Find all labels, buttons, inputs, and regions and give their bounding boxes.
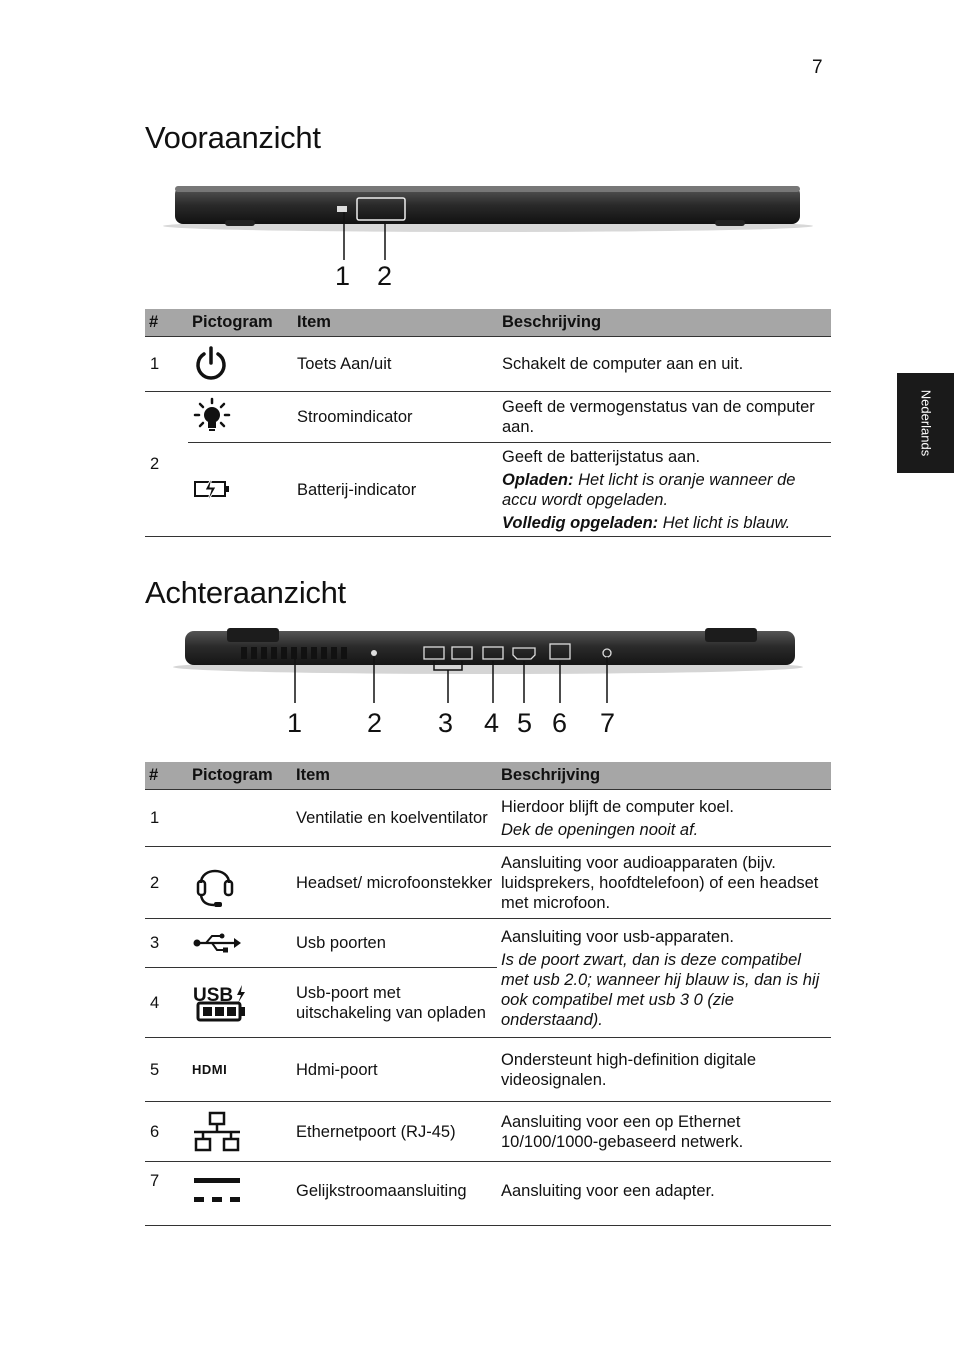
row-description: Aansluiting voor een adapter.	[497, 1162, 831, 1226]
light-bulb-icon	[188, 392, 293, 443]
row-item: Headset/ microfoonstekker	[292, 847, 497, 919]
table-row	[145, 337, 831, 392]
rear-view-table	[145, 762, 831, 1226]
usb-icon	[188, 919, 292, 968]
row-item: Usb poorten	[292, 919, 497, 968]
page-number: 7	[812, 57, 823, 78]
usb-charging-icon	[188, 968, 292, 1038]
row-number: 3	[145, 919, 188, 968]
table-row	[145, 392, 831, 443]
language-tab-label: Nederlands	[918, 389, 933, 457]
rear-callout-4: 4	[484, 708, 500, 738]
row-description: Ondersteunt high-definition digitale videosignalen.	[497, 1038, 831, 1102]
rear-view-title: Achteraanzicht	[145, 575, 346, 610]
header-description: Beschrijving	[498, 309, 831, 337]
row-item: Toets Aan/uit	[293, 337, 498, 392]
row-item: Batterij-indicator	[293, 443, 498, 537]
ethernet-icon	[188, 1102, 292, 1162]
usb-charging-icon-text: USB	[193, 984, 234, 1006]
description-bold: Volledig opgeladen:	[502, 513, 659, 532]
rear-callout-7: 7	[600, 708, 616, 738]
description-bold: Opladen:	[502, 470, 574, 489]
description-italic: Dek de openingen nooit af.	[501, 820, 699, 839]
front-callout-1: 1	[335, 261, 351, 291]
dc-power-icon	[188, 1162, 292, 1226]
language-tab	[897, 373, 954, 473]
header-item: Item	[293, 309, 498, 337]
row-number: 5	[145, 1038, 188, 1102]
row-item: Ventilatie en koelventilator	[292, 790, 497, 847]
front-view-title: Vooraanzicht	[145, 120, 321, 155]
front-view-figure	[145, 180, 831, 295]
description-italic: Het licht is oranje wanneer de accu wordt opgeladen.	[502, 470, 796, 509]
description-line	[502, 513, 827, 533]
header-item: Item	[292, 762, 497, 790]
row-item: Hdmi-poort	[292, 1038, 497, 1102]
row-item: Ethernetpoort (RJ-45)	[292, 1102, 497, 1162]
header-icon: Pictogram	[188, 309, 293, 337]
row-description: Geeft de vermogenstatus van de computer aan.	[498, 392, 831, 443]
row-item: Gelijkstroomaansluiting	[292, 1162, 497, 1226]
row-number: 2	[145, 847, 188, 919]
table-row	[145, 919, 831, 968]
table-row	[145, 1162, 831, 1226]
row-number: 1	[145, 337, 188, 392]
row-number: 4	[145, 968, 188, 1038]
row-number: 2	[145, 392, 188, 537]
header-number: #	[145, 309, 188, 337]
description-line: Aansluiting voor usb-apparaten.	[501, 927, 734, 946]
rear-callout-5: 5	[517, 708, 533, 738]
table-row	[145, 847, 831, 919]
row-number: 6	[145, 1102, 188, 1162]
hdmi-icon	[188, 1038, 292, 1102]
rear-view-figure	[145, 625, 831, 745]
header-icon: Pictogram	[188, 762, 292, 790]
description-italic: Het licht is blauw.	[662, 513, 791, 532]
rear-callout-3: 3	[438, 708, 454, 738]
power-icon	[188, 337, 293, 392]
row-item: Stroomindicator	[293, 392, 498, 443]
row-item: Usb-poort met uitschakeling van opladen	[292, 968, 497, 1038]
description-italic: Is de poort zwart, dan is deze compatibel met usb 2.0; wanneer hij blauw is, dan is hij ook compatibel met usb 3 0 (zie onderstaand).	[501, 950, 820, 1029]
row-description: Aansluiting voor een op Ethernet 10/100/1000-gebaseerd netwerk.	[497, 1102, 831, 1162]
table-row	[145, 1102, 831, 1162]
row-description	[497, 919, 831, 1038]
row-number: 1	[145, 790, 188, 847]
row-description: Schakelt de computer aan en uit.	[498, 337, 831, 392]
row-description	[498, 443, 831, 537]
icon-cell-empty	[188, 790, 292, 847]
table-header	[145, 309, 831, 337]
row-description	[497, 790, 831, 847]
table-row	[145, 443, 831, 537]
table-row	[145, 1038, 831, 1102]
header-description: Beschrijving	[497, 762, 831, 790]
description-line: Hierdoor blijft de computer koel.	[501, 797, 734, 816]
row-description: Aansluiting voor audioapparaten (bijv. luidsprekers, hoofdtelefoon) of een headset met microfoon.	[497, 847, 831, 919]
header-number: #	[145, 762, 188, 790]
front-callout-2: 2	[377, 261, 393, 291]
description-line	[502, 470, 827, 510]
table-row	[145, 790, 831, 847]
table-header	[145, 762, 831, 790]
battery-icon	[188, 443, 293, 537]
row-number: 7	[145, 1162, 188, 1226]
rear-callout-2: 2	[367, 708, 383, 738]
description-line: Geeft de batterijstatus aan.	[502, 447, 701, 466]
rear-callout-1: 1	[287, 708, 303, 738]
headset-icon	[188, 847, 292, 919]
rear-callout-6: 6	[552, 708, 568, 738]
hdmi-icon-text: HDMI	[192, 1061, 228, 1077]
front-view-table	[145, 309, 831, 537]
